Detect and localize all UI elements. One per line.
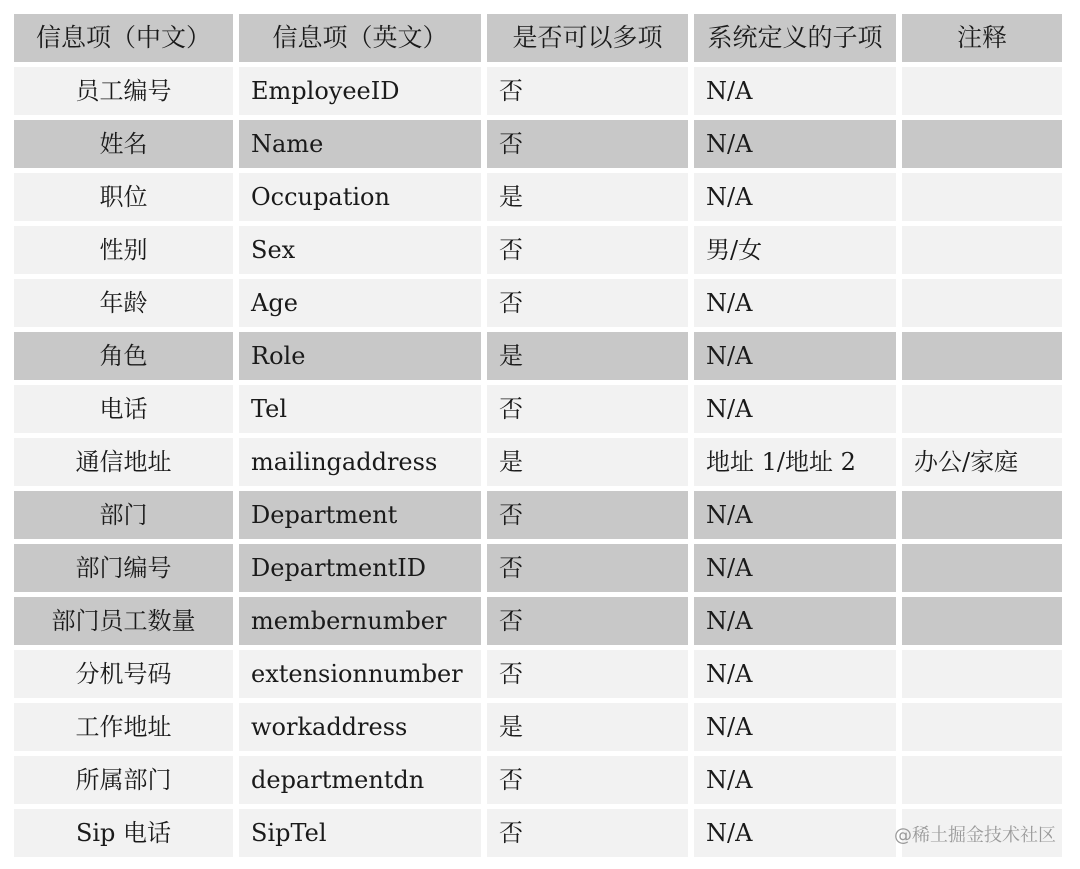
cell-en: membernumber (239, 597, 481, 645)
cell-en: extensionnumber (239, 650, 481, 698)
cell-cn: 部门员工数量 (14, 597, 233, 645)
cell-en: Role (239, 332, 481, 380)
cell-sub: 男/女 (694, 226, 896, 274)
cell-note: 办公/家庭 (902, 438, 1062, 486)
header-cell-note: 注释 (902, 14, 1062, 62)
cell-multi: 否 (487, 650, 688, 698)
cell-note (902, 597, 1062, 645)
cell-sub: N/A (694, 279, 896, 327)
cell-note (902, 279, 1062, 327)
cell-multi: 是 (487, 703, 688, 751)
cell-note (902, 544, 1062, 592)
cell-sub: N/A (694, 703, 896, 751)
cell-multi: 是 (487, 438, 688, 486)
cell-cn: 所属部门 (14, 756, 233, 804)
cell-en: departmentdn (239, 756, 481, 804)
cell-en: Occupation (239, 173, 481, 221)
cell-multi: 否 (487, 597, 688, 645)
cell-multi: 是 (487, 332, 688, 380)
cell-sub: N/A (694, 650, 896, 698)
cell-cn: 工作地址 (14, 703, 233, 751)
info-table (14, 14, 1062, 857)
cell-cn: 性别 (14, 226, 233, 274)
cell-sub: N/A (694, 597, 896, 645)
cell-cn: 分机号码 (14, 650, 233, 698)
cell-en: Name (239, 120, 481, 168)
cell-note (902, 332, 1062, 380)
cell-en: SipTel (239, 809, 481, 857)
cell-note (902, 67, 1062, 115)
cell-cn: 年龄 (14, 279, 233, 327)
cell-sub: N/A (694, 491, 896, 539)
cell-note (902, 173, 1062, 221)
cell-multi: 否 (487, 226, 688, 274)
header-cell-sub: 系统定义的子项 (694, 14, 896, 62)
cell-cn: 部门编号 (14, 544, 233, 592)
cell-sub: 地址 1/地址 2 (694, 438, 896, 486)
cell-note (902, 385, 1062, 433)
cell-en: workaddress (239, 703, 481, 751)
cell-cn: Sip 电话 (14, 809, 233, 857)
cell-multi: 否 (487, 120, 688, 168)
watermark: @稀土掘金技术社区 (894, 825, 1056, 846)
cell-multi: 否 (487, 279, 688, 327)
cell-cn: 部门 (14, 491, 233, 539)
cell-en: DepartmentID (239, 544, 481, 592)
cell-note (902, 756, 1062, 804)
cell-sub: N/A (694, 756, 896, 804)
cell-multi: 否 (487, 67, 688, 115)
header-cell-cn: 信息项（中文） (14, 14, 233, 62)
cell-cn: 角色 (14, 332, 233, 380)
cell-multi: 是 (487, 173, 688, 221)
cell-multi: 否 (487, 544, 688, 592)
cell-multi: 否 (487, 756, 688, 804)
cell-en: mailingaddress (239, 438, 481, 486)
cell-cn: 员工编号 (14, 67, 233, 115)
cell-sub: N/A (694, 809, 896, 857)
cell-multi: 否 (487, 809, 688, 857)
cell-en: Sex (239, 226, 481, 274)
cell-sub: N/A (694, 385, 896, 433)
cell-en: Department (239, 491, 481, 539)
cell-sub: N/A (694, 544, 896, 592)
header-cell-en: 信息项（英文） (239, 14, 481, 62)
cell-sub: N/A (694, 332, 896, 380)
cell-note (902, 650, 1062, 698)
cell-note (902, 120, 1062, 168)
cell-en: Age (239, 279, 481, 327)
cell-cn: 电话 (14, 385, 233, 433)
cell-cn: 姓名 (14, 120, 233, 168)
header-cell-multi: 是否可以多项 (487, 14, 688, 62)
cell-note (902, 491, 1062, 539)
cell-note (902, 226, 1062, 274)
cell-multi: 否 (487, 491, 688, 539)
cell-en: Tel (239, 385, 481, 433)
cell-note (902, 703, 1062, 751)
cell-cn: 通信地址 (14, 438, 233, 486)
cell-en: EmployeeID (239, 67, 481, 115)
cell-cn: 职位 (14, 173, 233, 221)
cell-multi: 否 (487, 385, 688, 433)
cell-sub: N/A (694, 120, 896, 168)
cell-sub: N/A (694, 67, 896, 115)
cell-sub: N/A (694, 173, 896, 221)
